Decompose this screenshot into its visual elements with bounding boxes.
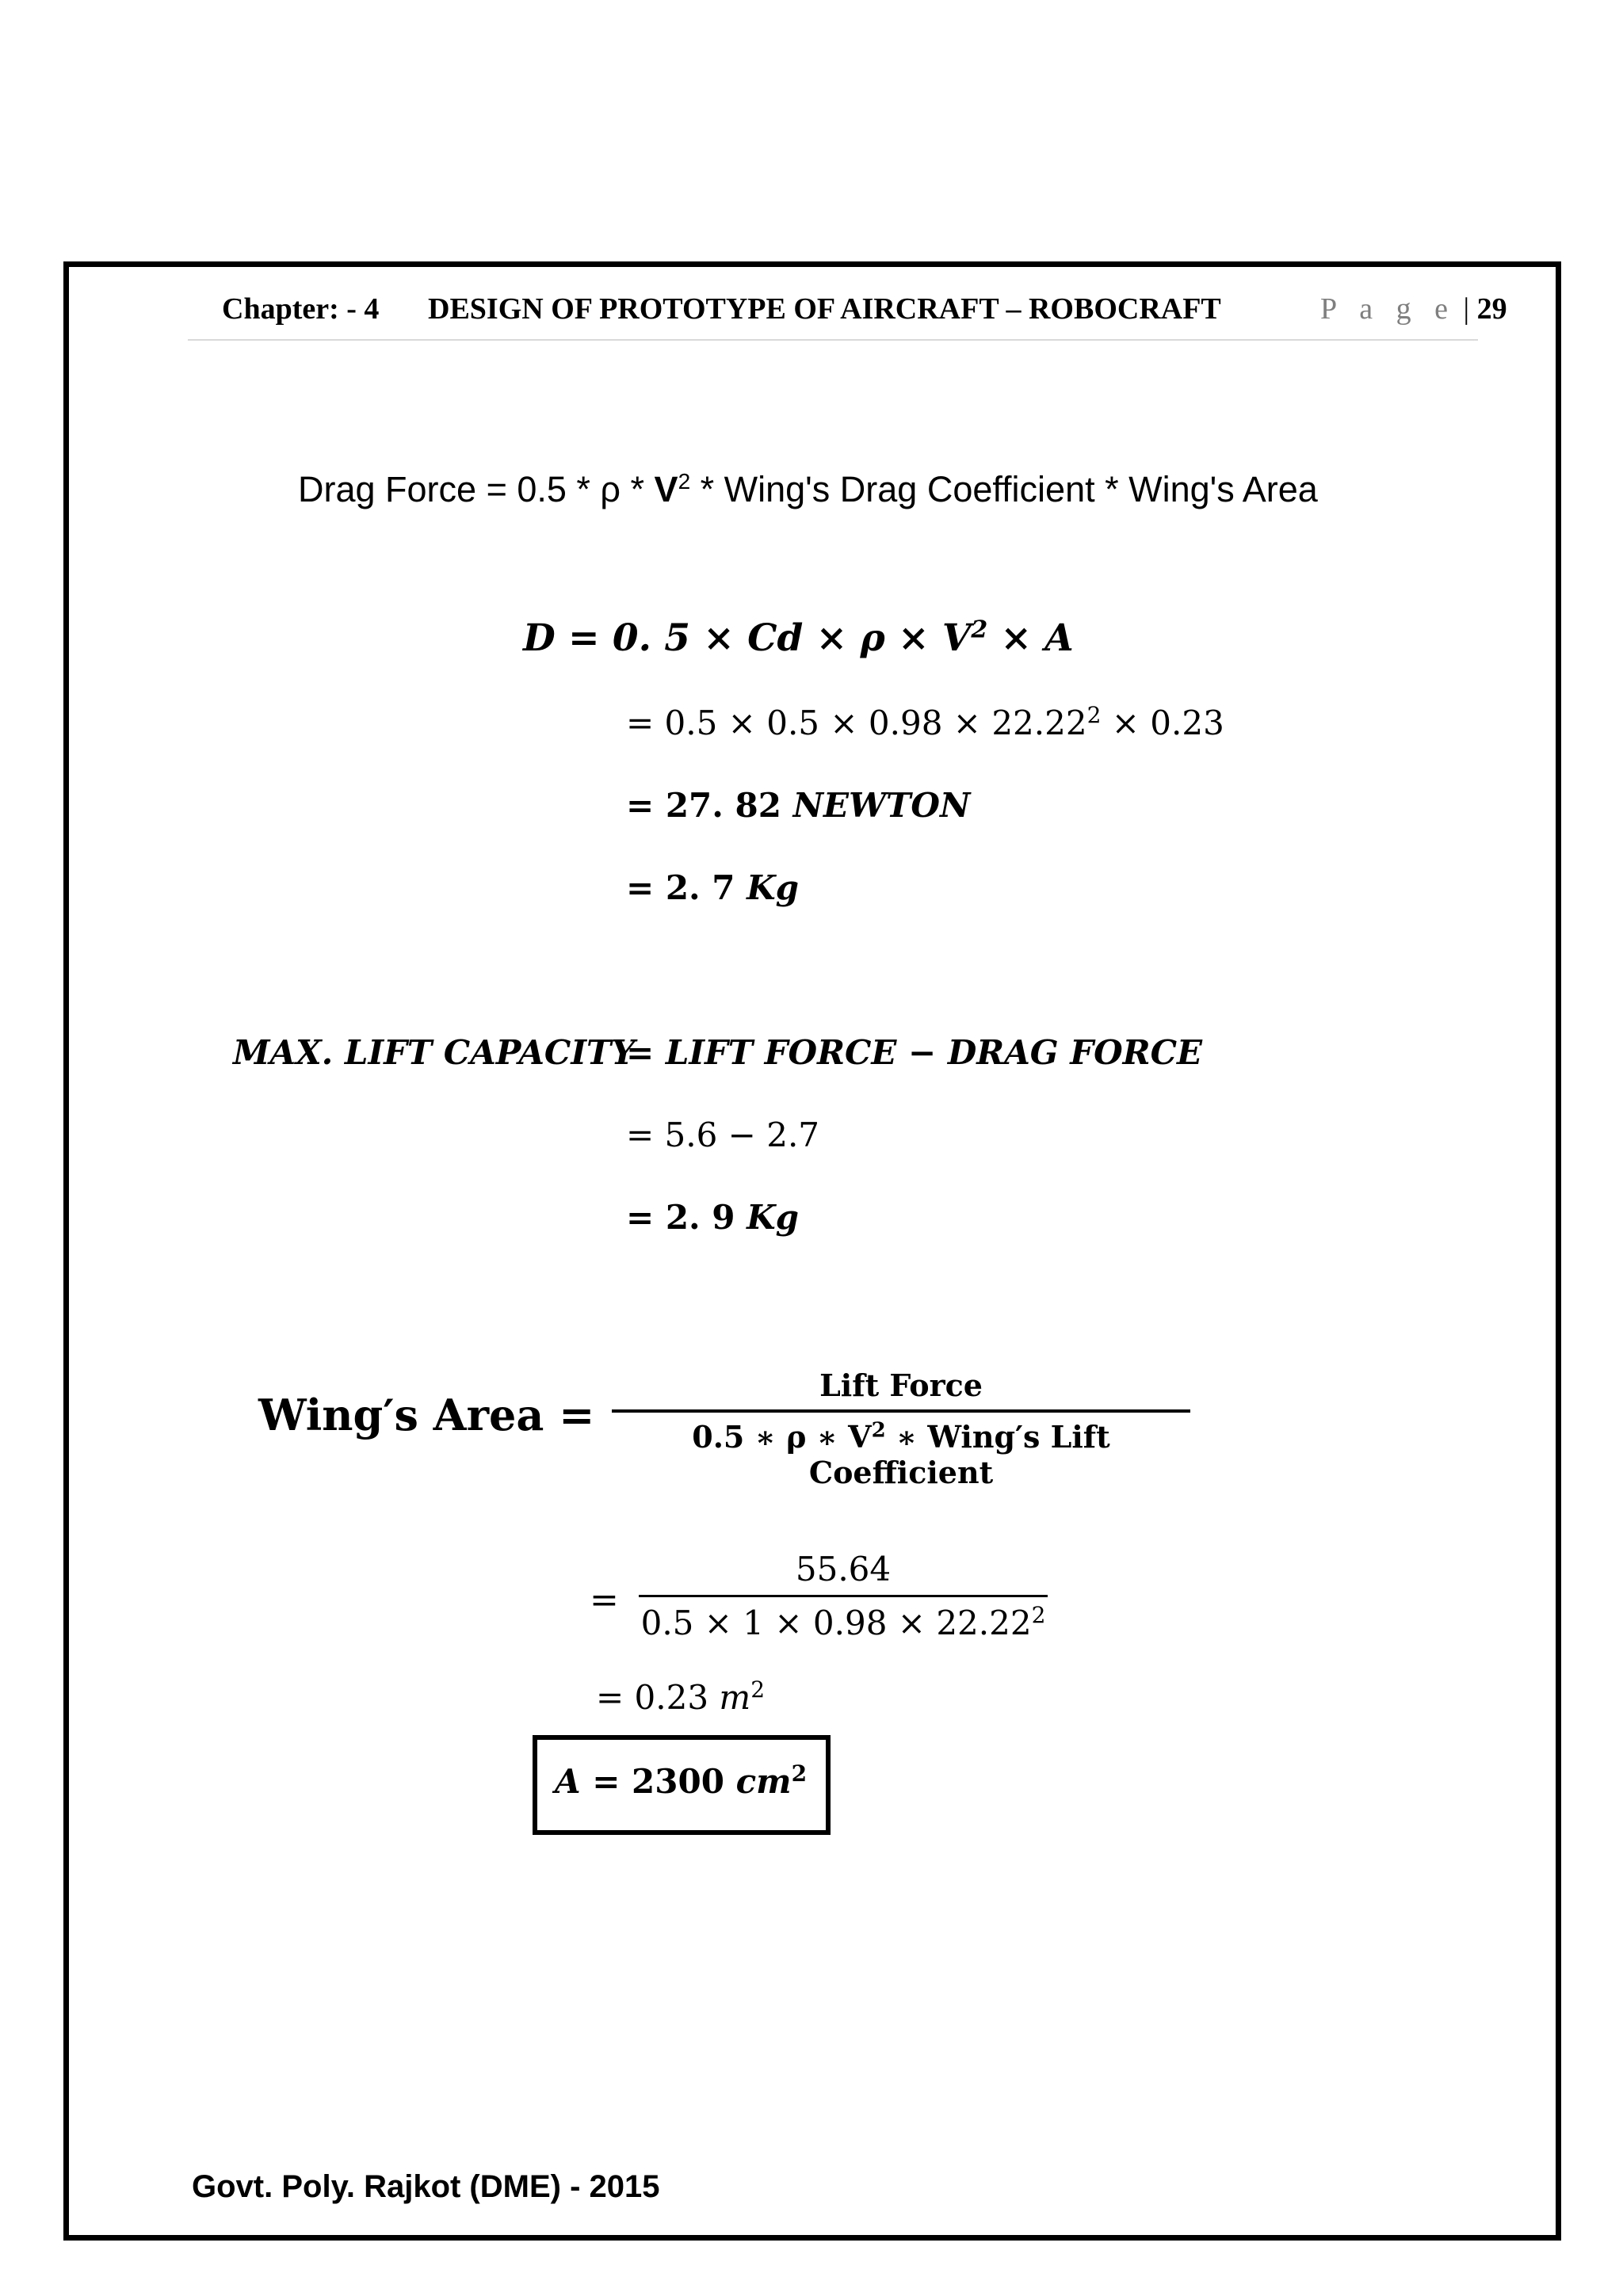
page-label: P a g e — [1320, 292, 1456, 326]
drag-subst-tail: × 0.23 — [1101, 704, 1224, 742]
lift-capacity-label: MAX. LIFT CAPACITY — [233, 1033, 636, 1072]
final-answer-unit: cm — [735, 1762, 792, 1801]
final-answer-exp: 2 — [791, 1760, 808, 1787]
drag-formula-v: V — [654, 469, 678, 509]
drag-formula-exp: 2 — [678, 469, 691, 494]
drag-general-lhs: D = 0. 5 × Cd × ρ × V — [523, 616, 972, 660]
drag-result-kg-value: = 2. 7 — [626, 868, 747, 907]
drag-result-newton-value: = 27. 82 — [626, 786, 793, 825]
fraction-bar — [612, 1409, 1190, 1413]
drag-subst-main: = 0.5 × 0.5 × 0.98 × 22.22 — [626, 704, 1087, 742]
page-footer: Govt. Poly. Rajkot (DME) - 2015 — [192, 2169, 660, 2204]
lift-capacity-result-value: = 2. 9 — [626, 1198, 747, 1237]
wing-area-subst-fraction — [639, 1550, 1048, 1642]
wing-area-subst-eq: = — [590, 1580, 619, 1620]
drag-formula-text — [298, 469, 1318, 510]
wing-area-subst-den-exp: 2 — [1031, 1602, 1046, 1628]
drag-general-equation — [523, 616, 1074, 660]
wing-area-result-m2-exp: 2 — [750, 1676, 766, 1703]
wing-area-denominator — [612, 1419, 1190, 1490]
wing-area-numerator: Lift Force — [819, 1367, 983, 1403]
fraction-bar — [639, 1595, 1048, 1597]
page-border — [63, 261, 1561, 2241]
wing-area-subst-numerator: 55.64 — [795, 1550, 892, 1589]
drag-result-kg-unit: Kg — [747, 868, 800, 907]
drag-result-kg — [626, 868, 799, 907]
lift-capacity-result — [626, 1198, 799, 1237]
chapter-label: Chapter: - 4 — [222, 292, 380, 326]
wing-area-den-exp: 2 — [871, 1418, 886, 1443]
lift-capacity-rhs: = LIFT FORCE − DRAG FORCE — [626, 1033, 1203, 1072]
wing-area-result-m2-value: = 0.23 — [596, 1678, 720, 1717]
drag-general-exp: 2 — [971, 616, 988, 644]
drag-result-newton-unit: NEWTON — [792, 786, 971, 825]
final-answer — [555, 1762, 807, 1801]
lift-capacity-result-unit: Kg — [747, 1198, 800, 1237]
wing-area-subst-denominator — [639, 1604, 1048, 1642]
wing-area-den-a: 0.5 ∗ ρ ∗ V — [692, 1419, 872, 1455]
chapter-title: DESIGN OF PROTOTYPE OF AIRCRAFT – ROBOCRAFT — [428, 292, 1221, 326]
header-rule — [188, 339, 1478, 341]
drag-result-newton — [626, 786, 970, 825]
wing-area-result-m2 — [596, 1678, 765, 1717]
wing-area-result-m2-unit: m — [719, 1678, 751, 1717]
page-separator: | — [1463, 292, 1470, 326]
wing-area-den-b: ∗ Wing′s Lift Coefficient — [808, 1419, 1110, 1490]
final-answer-value: = 2300 — [592, 1762, 736, 1801]
lift-capacity-substitution: = 5.6 − 2.7 — [626, 1116, 820, 1154]
wing-area-label: Wing′s Area = — [258, 1390, 595, 1440]
page-number: 29 — [1476, 292, 1507, 326]
drag-formula-suffix: * Wing's Drag Coefficient * Wing's Area — [690, 469, 1318, 509]
final-answer-lhs: A — [555, 1762, 581, 1801]
drag-formula-prefix: Drag Force = 0.5 * ρ * — [298, 469, 655, 509]
drag-general-tail: × A — [987, 616, 1074, 660]
wing-area-fraction — [612, 1367, 1190, 1490]
drag-subst-exp: 2 — [1086, 702, 1102, 728]
drag-substitution — [626, 704, 1224, 742]
wing-area-subst-den-value: 0.5 × 1 × 0.98 × 22.22 — [640, 1604, 1032, 1642]
page-number-block — [1320, 292, 1507, 326]
